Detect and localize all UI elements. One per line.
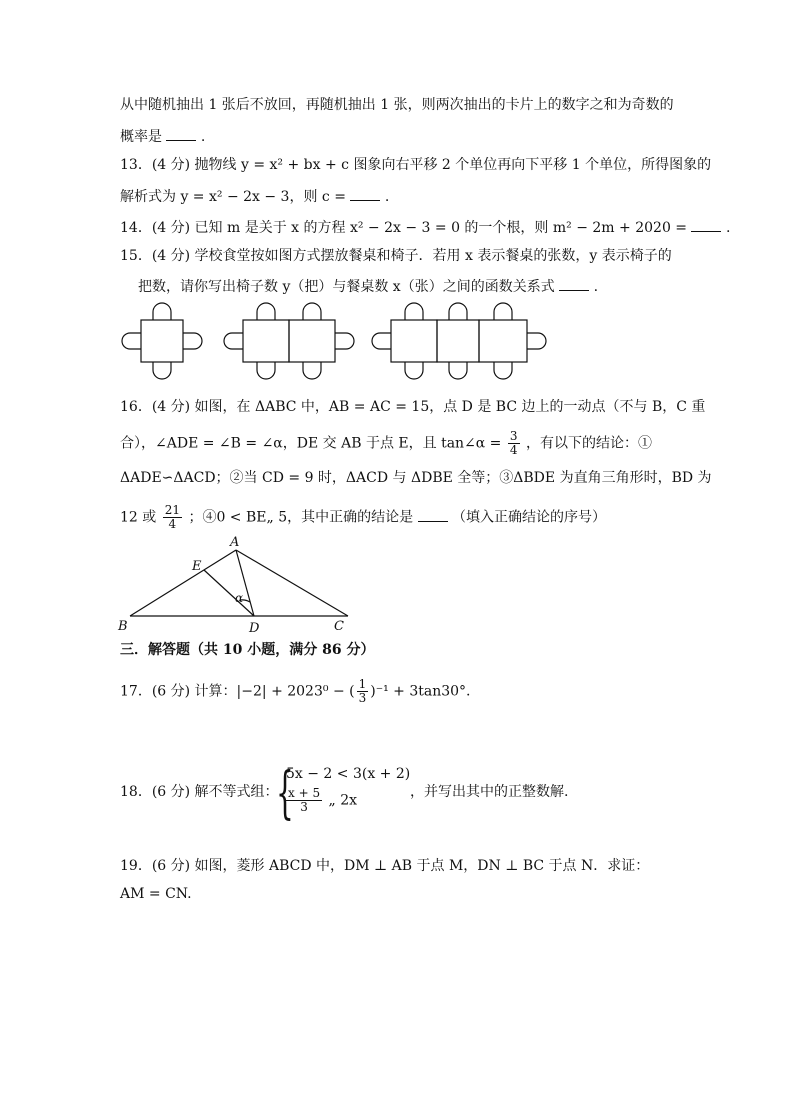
- tables-chairs-figure: [115, 300, 555, 390]
- fraction-numerator: 3: [509, 429, 518, 443]
- p18-fraction: [286, 787, 322, 814]
- table-group-2: [224, 303, 354, 379]
- p13-end: .: [384, 189, 390, 205]
- p16-line1: 16．(4 分) 如图，在 ΔABC 中，AB = AC = 15，点 D 是 BC 边上的一动点（不与 B，C 重: [120, 399, 706, 415]
- p18-label: 18．(6 分) 解不等式组：: [120, 784, 279, 800]
- p17-text: )⁻¹ + 3tan30°.: [370, 683, 471, 700]
- p15-line2: [138, 276, 598, 297]
- fraction-numerator: 21: [164, 503, 180, 517]
- label-e: E: [192, 559, 202, 574]
- p16-text: 12 或: [120, 509, 157, 526]
- p12-end: .: [200, 129, 206, 145]
- answer-blank[interactable]: [418, 507, 448, 522]
- p14-text: 14．(4 分) 已知 m 是关于 x 的方程 x² − 2x − 3 = 0 的一个根，则 m² − 2m + 2020 =: [120, 220, 688, 236]
- p15-end: .: [593, 279, 599, 295]
- p17-text: 17．(6 分) 计算：|−2| + 2023⁰ − (: [120, 683, 355, 700]
- answer-blank[interactable]: [559, 276, 589, 291]
- p15-line1: 15．(4 分) 学校食堂按如图方式摆放餐桌和椅子．若用 x 表示餐桌的张数，y 表示椅子的: [120, 248, 672, 264]
- p16-text: 合），∠ADE = ∠B = ∠α，DE 交 AB 于点 E，且 tan∠α =: [120, 435, 502, 452]
- p17-fraction: [357, 678, 369, 705]
- table-group-1: [122, 303, 202, 379]
- label-c: C: [334, 619, 344, 634]
- label-a: A: [230, 536, 240, 550]
- p19-line1: 19．(6 分) 如图，菱形 ABCD 中，DM ⊥ AB 于点 M，DN ⊥ BC 于点 N．求证：: [120, 858, 650, 874]
- table-group-3: [372, 303, 546, 379]
- p16-line4: [120, 504, 606, 531]
- p13-text: 解析式为 y = x² − 2x − 3，则 c =: [120, 189, 346, 205]
- p14-line: [120, 217, 730, 238]
- p12-line2: [120, 126, 205, 147]
- p18-post: ，并写出其中的正整数解.: [410, 784, 569, 800]
- p12-line1: 从中随机抽出 1 张后不放回，再随机抽出 1 张，则两次抽出的卡片上的数字之和为奇数的: [120, 97, 674, 113]
- bd-fraction: [163, 504, 182, 531]
- fraction-denominator: 4: [509, 443, 518, 457]
- fraction-denominator: 4: [168, 517, 177, 531]
- fraction-numerator: 1: [358, 677, 367, 691]
- p12-text: 概率是: [120, 129, 162, 145]
- p18-ineq2-text: „ 2x: [328, 792, 358, 809]
- system-brace: {: [276, 761, 294, 826]
- p16-line3: ΔADE∽ΔACD；②当 CD = 9 时，ΔACD 与 ΔDBE 全等；③ΔBDE 为直角三角形时，BD 为: [120, 470, 712, 486]
- triangle-figure: [112, 536, 362, 636]
- answer-blank[interactable]: [166, 126, 196, 141]
- fraction-denominator: 3: [300, 800, 308, 814]
- p15-text: 把数，请你写出椅子数 y（把）与餐桌数 x（张）之间的函数关系式: [138, 279, 555, 295]
- answer-blank[interactable]: [350, 186, 380, 201]
- p16-text: ；④0 < BE„ 5，其中正确的结论是: [188, 509, 414, 526]
- p17-line: [120, 678, 471, 705]
- fraction-denominator: 3: [358, 691, 367, 705]
- p16-line2: [120, 430, 652, 457]
- segment-ad: [236, 550, 254, 616]
- side-ab: [130, 550, 236, 616]
- label-d: D: [249, 621, 260, 636]
- p13-line1: 13．(4 分) 抛物线 y = x² + bx + c 图象向右平移 2 个单位再向下平移 1 个单位，所得图象的: [120, 157, 712, 173]
- label-b: B: [118, 619, 128, 634]
- tan-fraction: [508, 430, 520, 457]
- section-3-title: 三．解答题（共 10 小题，满分 86 分）: [120, 642, 375, 658]
- p19-line2: AM = CN.: [120, 886, 192, 902]
- p16-text: （填入正确结论的序号）: [452, 509, 607, 526]
- p18-ineq1: 5x − 2 < 3(x + 2): [286, 766, 411, 782]
- p16-text: ，有以下的结论：①: [525, 435, 652, 452]
- p18-ineq2: [286, 787, 357, 814]
- p13-line2: [120, 186, 389, 207]
- p14-end: .: [725, 220, 731, 236]
- label-alpha: α: [235, 591, 244, 605]
- answer-blank[interactable]: [691, 217, 721, 232]
- segment-de: [204, 570, 254, 616]
- side-ac: [236, 550, 348, 616]
- fraction-numerator: x + 5: [288, 786, 321, 800]
